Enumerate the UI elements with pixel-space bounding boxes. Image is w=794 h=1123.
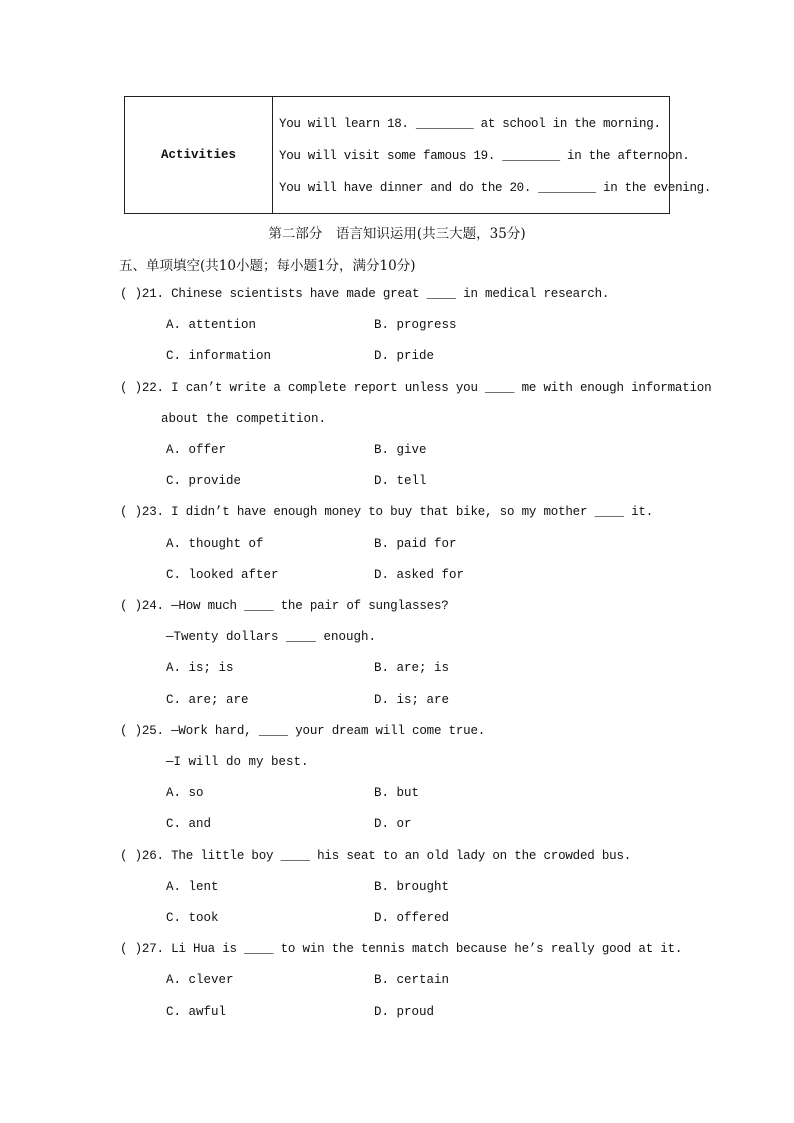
question-27-option-d: D. proud [374,1005,435,1019]
question-21-option-d: D. pride [374,349,435,363]
question-23-option-b: B. paid for [374,537,457,551]
question-25-option-a: A. so [166,786,204,800]
part-title: 五、单项填空(共10小题；每小题1分，满分10分) [119,258,416,274]
question-21-option-c: C. information [166,349,272,363]
question-25-option-c: C. and [166,817,212,831]
question-26-stem: ( )26. The little boy ____ his seat to an old lady on the crowded bus. [120,849,632,863]
question-26-option-b: B. brought [374,880,450,894]
activity-line-19: You will visit some famous 19. ________ in the afternoon. [279,149,690,163]
question-23-option-a: A. thought of [166,537,264,551]
question-24-continuation: —Twenty dollars ____ enough. [166,630,377,644]
activity-line-20: You will have dinner and do the 20. ________ in the evening. [279,181,712,195]
activities-table [124,96,712,214]
question-22-option-c: C. provide [166,474,242,488]
table-body-cell [273,97,712,213]
question-21-option-a: A. attention [166,318,257,332]
question-25-option-b: B. but [374,786,420,800]
question-24-option-c: C. are; are [166,693,249,707]
question-21-stem: ( )21. Chinese scientists have made great ____ in medical research. [120,287,610,301]
question-21-option-b: B. progress [374,318,457,332]
question-24-option-a: A. is; is [166,661,234,675]
activity-line-18: You will learn 18. ________ at school in the morning. [279,117,661,131]
question-22-option-b: B. give [374,443,427,457]
question-27-option-c: C. awful [166,1005,227,1019]
question-24-option-b: B. are; is [374,661,450,675]
question-22-continuation: about the competition. [161,412,327,426]
question-25-option-d: D. or [374,817,412,831]
question-27-option-b: B. certain [374,973,450,987]
section-title: 第二部分 语言知识运用(共三大题，35分) [268,226,526,242]
question-23-stem: ( )23. I didn’t have enough money to buy that bike, so my mother ____ it. [120,505,653,519]
question-24-option-d: D. is; are [374,693,450,707]
question-22-option-d: D. tell [374,474,427,488]
question-25-stem: ( )25. —Work hard, ____ your dream will come true. [120,724,486,738]
question-26-option-d: D. offered [374,911,450,925]
question-26-option-a: A. lent [166,880,219,894]
question-26-option-c: C. took [166,911,219,925]
question-23-option-c: C. looked after [166,568,279,582]
question-23-option-d: D. asked for [374,568,465,582]
question-22-option-a: A. offer [166,443,227,457]
table-header-cell: Activities [125,97,273,213]
question-25-continuation: —I will do my best. [166,755,309,769]
question-27-option-a: A. clever [166,973,234,987]
question-27-stem: ( )27. Li Hua is ____ to win the tennis match because he’s really good at it. [120,942,683,956]
question-22-stem: ( )22. I can’t write a complete report unless you ____ me with enough information [120,381,712,395]
question-24-stem: ( )24. —How much ____ the pair of sunglasses? [120,599,449,613]
